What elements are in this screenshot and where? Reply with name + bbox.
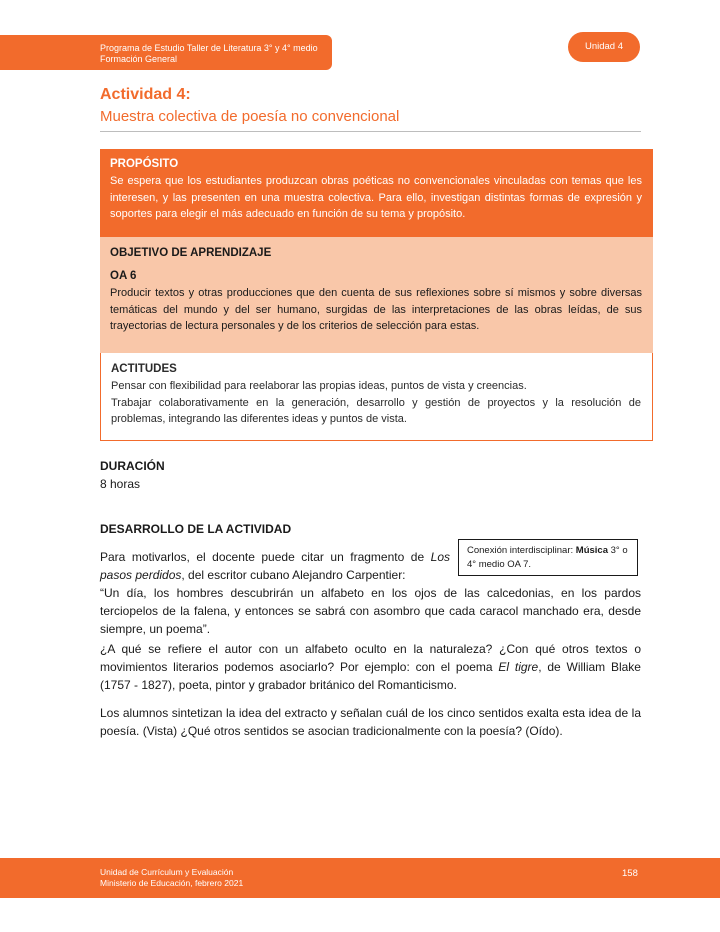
footer-unit: Unidad de Currículum y Evaluación [100,867,234,877]
desarrollo-heading: DESARROLLO DE LA ACTIVIDAD [100,522,292,536]
actitud-item: Pensar con flexibilidad para reelaborar las propias ideas, puntos de vista y creencias. [111,380,527,392]
activity-title: Actividad 4: [100,86,191,103]
motivation-text: Para motivarlos, el docente puede citar un fragmento de [100,550,431,564]
actitud-item: Trabajar colaborativamente en la generación, desarrollo y gestión de proyectos y la resolución de problemas, integrando las diferentes ideas y puntos de vista. [111,396,641,426]
objetivo-text: Producir textos y otras producciones que den cuenta de sus reflexiones sobre sí mismos y sobre diversas temáticas del mundo y del ser humano, surgidas de las interpretaciones de las obras leídas, de sus trayectorias de lectura personales y de los criterios de selección para estas. [110,287,642,333]
page-number: 158 [622,868,638,879]
actitudes-box [100,353,653,441]
objetivo-box [100,237,653,353]
program-subtitle: Formación General [100,54,178,64]
duracion-heading: DURACIÓN [100,459,165,473]
conexion-prefix: Conexión interdisciplinar: [467,545,576,556]
actitudes-heading: ACTITUDES [111,363,177,375]
unit-badge: Unidad 4 [568,32,640,62]
book-title: Los pasos perdidos [100,550,450,582]
title-divider [100,131,641,132]
conexion-subject: Música [575,545,608,556]
footer-credits [100,867,243,889]
proposito-text: Se espera que los estudiantes produzcan obras poéticas no convencionales vinculadas con temas que les interesen, y las presenten en una muestra colectiva. Para ello, investigan distintas formas de expresión y soportes para elegir el más adecuado en función de su tema y propósito. [110,175,642,221]
program-title: Programa de Estudio Taller de Literatura 3° y 4° medio [100,43,318,53]
footer-ministry: Ministerio de Educación, febrero 2021 [100,878,244,888]
carpentier-quote: “Un día, los hombres descubrirán un alfabeto en los ojos de las calcedonias, en los pardos terciopelos de la falena, y entonces se sabrá con asombro que cada caracol manchado era, desde siempre, un poema”. [100,586,641,636]
activity-subtitle: Muestra colectiva de poesía no convencional [100,108,400,125]
proposito-box [100,149,653,237]
oa-label: OA 6 [110,270,137,282]
proposito-heading: PROPÓSITO [110,158,179,170]
alumnos-paragraph: Los alumnos sintetizan la idea del extracto y señalan cuál de los cinco sentidos exalta esta idea de la poesía. (Vista) ¿Qué otros sentidos se asocian tradicionalmente con la poesía? (Oído). [100,706,641,738]
poem-title: El tigre [498,660,539,674]
motivation-paragraph [100,548,450,584]
conexion-suffix: 3° o 4° medio OA 7. [467,545,628,570]
page-footer [0,858,720,898]
conexion-interdisciplinar-box [458,539,638,576]
program-header [0,35,332,70]
questions-text: ¿A qué se refiere el autor con un alfabeto oculto en la naturaleza? ¿Con qué otros textos o movimientos literarios podemos asociarlo? Por ejemplo: con el poema [100,642,641,674]
motivation-author: , del escritor cubano Alejandro Carpentier: [181,568,406,582]
duracion-value: 8 horas [100,477,141,491]
questions-paragraph [100,640,641,694]
objetivo-heading: OBJETIVO DE APRENDIZAJE [110,247,272,259]
questions-author: , de William Blake (1757 - 1827), poeta, pintor y grabador británico del Romanticismo. [100,660,641,692]
